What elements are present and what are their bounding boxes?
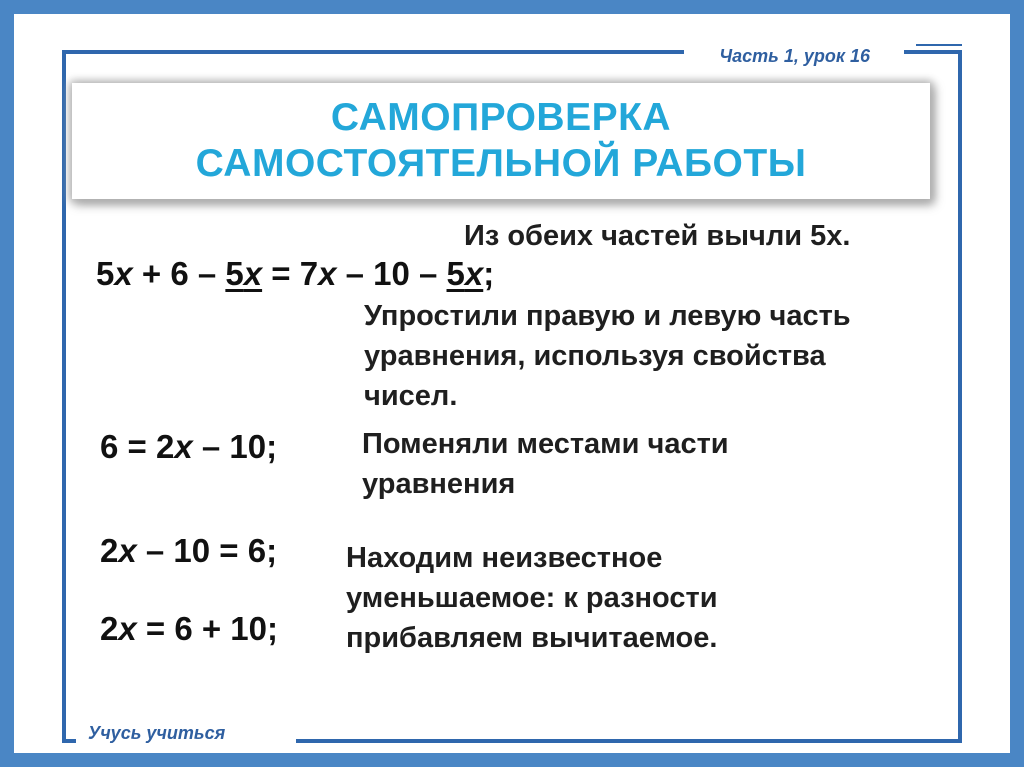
eq-term: = 6 + 10;: [136, 610, 278, 647]
frame-line-right: [958, 50, 962, 743]
note-find-minuend: [346, 538, 718, 658]
eq-variable: x: [174, 428, 193, 465]
frame-line-top: [62, 50, 684, 54]
eq-term: 5: [446, 255, 465, 292]
eq-term: 2: [100, 532, 119, 569]
note-line: Из обеих частей вычли 5x.: [464, 220, 851, 252]
footer-label: Учусь учиться: [82, 723, 231, 744]
eq-term: 2: [100, 610, 119, 647]
note-subtract-5x: [464, 216, 850, 256]
note-line: уравнения: [362, 468, 516, 500]
note-line: уменьшаемое: к разности: [346, 582, 718, 614]
eq-variable: x: [318, 255, 337, 292]
note-swap-sides: [362, 424, 729, 504]
eq-underlined-term: [225, 255, 262, 292]
equation-4: [100, 610, 278, 648]
title-box: [75, 86, 927, 196]
title-line-1: САМОПРОВЕРКА: [330, 96, 672, 139]
frame-line-bottom-left: [62, 739, 76, 743]
eq-term: ;: [483, 255, 495, 292]
frame-line-bottom-right: [296, 739, 962, 743]
title-line-2: САМОСТОЯТЕЛЬНОЙ РАБОТЫ: [195, 142, 807, 185]
frame-line-top-right: [904, 50, 962, 54]
eq-term: – 10;: [192, 428, 278, 465]
eq-underlined-term: [447, 255, 484, 292]
eq-term: = 7: [262, 255, 319, 292]
note-line: Находим неизвестное: [346, 542, 663, 574]
lesson-label: Часть 1, урок 16: [713, 46, 876, 67]
equation-3: [100, 532, 277, 570]
eq-variable: x: [118, 532, 137, 569]
eq-variable: x: [114, 255, 133, 292]
note-line: уравнения, используя свойства: [364, 340, 826, 372]
eq-term: – 10 = 6;: [136, 532, 278, 569]
note-line: прибавляем вычитаемое.: [346, 622, 718, 654]
eq-term: 5: [96, 255, 115, 292]
eq-variable: x: [118, 610, 137, 647]
note-line: Поменяли местами части: [362, 428, 729, 460]
frame-line-top-right-accent: [916, 44, 962, 46]
eq-term: + 6 –: [132, 255, 226, 292]
eq-term: 5: [225, 255, 244, 292]
frame-line-left: [62, 50, 66, 743]
eq-term: 6 = 2: [100, 428, 175, 465]
equation-2: [100, 428, 277, 466]
note-line: чисел.: [364, 380, 458, 412]
equation-1: [96, 255, 494, 293]
eq-variable: x: [464, 255, 484, 292]
eq-variable: x: [243, 255, 263, 292]
note-simplify: [364, 296, 851, 416]
note-line: Упростили правую и левую часть: [364, 300, 851, 332]
eq-term: – 10 –: [336, 255, 447, 292]
